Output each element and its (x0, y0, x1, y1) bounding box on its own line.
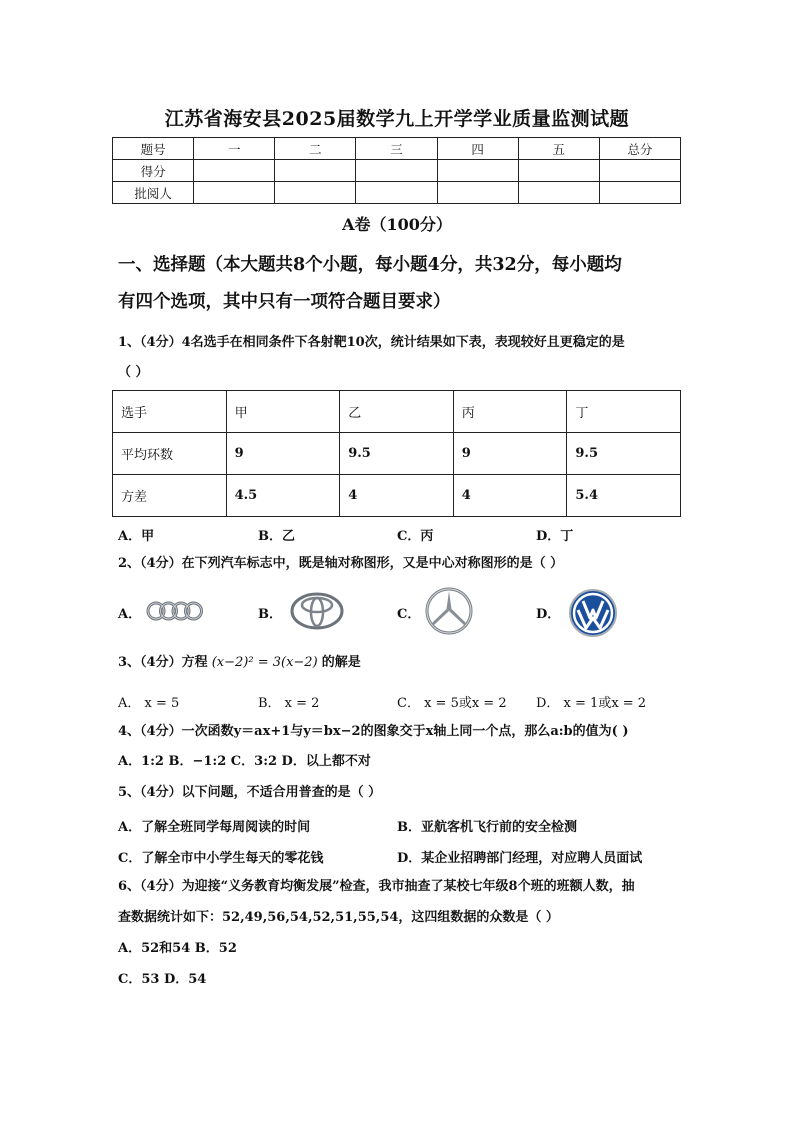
q4-options: A．1:2 B．−1:2 C．3:2 D．以上都不对 (118, 754, 371, 769)
table-header-cell: 丙 (453, 391, 567, 433)
question-5-text: 5、（4分）以下问题，不适合用普查的是（ ） (118, 785, 382, 800)
table-header-cell: 丁 (567, 391, 681, 433)
question-6-text-line2: 查数据统计如下：52,49,56,54,52,51,55,54，这四组数据的众数是（ ） (118, 910, 559, 925)
q6-options-line2: C．53 D．54 (118, 972, 207, 987)
section-heading-line1: 一、选择题（本大题共8个小题，每小题4分，共32分，每小题均 (118, 255, 622, 275)
q5-option-a: A．了解全班同学每周阅读的时间 (118, 820, 311, 835)
q2-option-a: A． (118, 607, 142, 622)
table-row-label: 平均环数 (113, 433, 227, 475)
q3-option-b: B． x = 2 (258, 696, 320, 711)
score-cell (518, 160, 599, 182)
audi-logo-icon (146, 598, 204, 624)
score-cell (356, 182, 437, 204)
question-1-paren: （ ） (118, 365, 149, 380)
table-cell: 9.5 (340, 433, 454, 475)
volkswagen-logo-icon (568, 588, 618, 638)
table-cell: 4.5 (226, 475, 340, 517)
score-cell (599, 160, 680, 182)
score-header-cell: 五 (518, 138, 599, 160)
q3-option-a: A． x = 5 (118, 696, 180, 711)
q1-option-b: B．乙 (258, 529, 295, 544)
table-cell: 4 (340, 475, 454, 517)
score-cell (599, 182, 680, 204)
mercedes-logo-icon (424, 586, 474, 636)
q6-options-line1: A．52和54 B．52 (118, 941, 237, 956)
table-cell: 9.5 (567, 433, 681, 475)
score-header-cell: 题号 (113, 138, 194, 160)
q3-option-d: D． x = 1或x = 2 (536, 696, 647, 711)
score-table (112, 137, 681, 204)
question-1-text: 1、（4分）4名选手在相同条件下各射靶10次，统计结果如下表，表现较好且更稳定的是 (118, 335, 625, 350)
table-row (113, 391, 681, 433)
section-heading-line2: 有四个选项，其中只有一项符合题目要求） (118, 292, 451, 312)
table-cell: 5.4 (567, 475, 681, 517)
grader-row-label: 批阅人 (113, 182, 194, 204)
table-row-label: 方差 (113, 475, 227, 517)
score-header-cell: 一 (194, 138, 275, 160)
q5-option-d: D．某企业招聘部门经理，对应聘人员面试 (397, 851, 643, 866)
q1-option-c: C．丙 (397, 529, 434, 544)
q1-option-a: A．甲 (118, 529, 155, 544)
table-row (113, 475, 681, 517)
q3-option-c: C． x = 5或x = 2 (397, 696, 507, 711)
score-row-label: 得分 (113, 160, 194, 182)
table-header-cell: 选手 (113, 391, 227, 433)
question-3-prefix: 3、（4分）方程 (118, 655, 208, 670)
q1-option-d: D．丁 (536, 529, 574, 544)
exam-title: 江苏省海安县2025届数学九上开学学业质量监测试题 (164, 108, 630, 130)
volume-heading: A卷（100分） (342, 215, 452, 234)
score-header-cell: 二 (275, 138, 356, 160)
score-cell (194, 182, 275, 204)
question-2-text: 2、（4分）在下列汽车标志中，既是轴对称图形，又是中心对称图形的是（ ） (118, 556, 564, 571)
question-3-equation: (x−2)² = 3(x−2) (211, 655, 318, 670)
score-header-cell: 总分 (599, 138, 680, 160)
score-cell (518, 182, 599, 204)
score-cell (437, 182, 518, 204)
table-header-cell: 甲 (226, 391, 340, 433)
shooting-stats-table (112, 390, 681, 517)
score-cell (275, 160, 356, 182)
q2-option-b: B． (258, 607, 282, 622)
q2-option-c: C． (397, 607, 421, 622)
question-3-text (118, 648, 688, 678)
score-row (113, 160, 681, 182)
score-cell (275, 182, 356, 204)
score-cell (356, 160, 437, 182)
score-table-header (113, 138, 681, 160)
grader-row (113, 182, 681, 204)
q2-option-d: D． (536, 607, 561, 622)
q5-option-c: C．了解全市中小学生每天的零花钱 (118, 851, 324, 866)
table-header-cell: 乙 (340, 391, 454, 433)
question-6-text-line1: 6、（4分）为迎接“义务教育均衡发展”检查，我市抽查了某校七年级8个班的班额人数，抽 (118, 879, 635, 894)
score-header-cell: 三 (356, 138, 437, 160)
table-cell: 9 (226, 433, 340, 475)
score-cell (194, 160, 275, 182)
q5-option-b: B．亚航客机飞行前的安全检测 (397, 820, 577, 835)
question-3-suffix: 的解是 (321, 655, 361, 670)
toyota-logo-icon (290, 592, 344, 630)
score-cell (437, 160, 518, 182)
table-cell: 4 (453, 475, 567, 517)
table-cell: 9 (453, 433, 567, 475)
score-header-cell: 四 (437, 138, 518, 160)
table-row (113, 433, 681, 475)
question-4-text: 4、（4分）一次函数y＝ax+1与y＝bx−2的图象交于x轴上同一个点，那么a:b的值为( ) (118, 724, 629, 739)
